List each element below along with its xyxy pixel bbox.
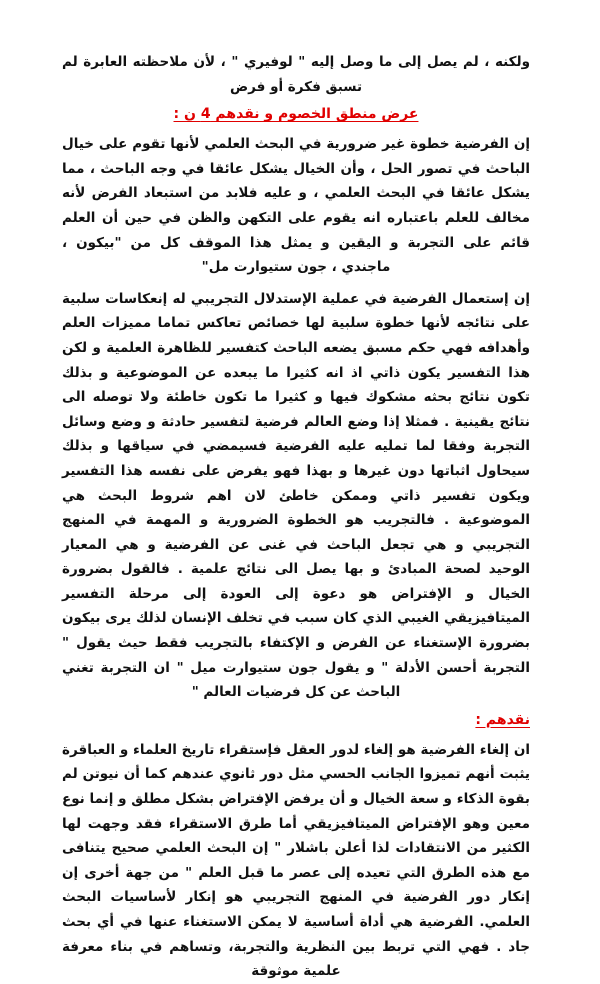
paragraph-1: إن الفرضية خطوة غير ضرورية في البحث العلمي لأنها تقوم على خيال الباحث في تصور الحل ، وأن الخيال يشكل عائقا في وجه الباحث ، مما يشكل عائقا في البحث العلمي ، و عليه فلابد من استبعاد الفرض لأنه مخالف للعلم باعتباره انه يقوم على التكهن والظن في حين أن العلم قائم على التجربة و اليقين و يمثل هذا الموقف كل من "بيكون ، ماجندي ، جون ستيوارت مل" — [62, 136, 530, 276]
critique-paragraph: ان إلغاء الفرضية هو إلغاء لدور العقل فإستقراء تاريخ العلماء و العباقرة يثبت أنهم تميزوا الجانب الحسي مثل دور ثانوي عندهم كما أن نيوتن لم بقوة الذكاء و سعة الخيال و أن يرفض الإفتراض بشكل مطلق و إنما نوع معين وهو الإفتراض الميتافيزيقي أما طرق الاستقراء فقد وجهت لها الكثير من الانتقادات لذا أعلن باشلار " إن البحث العلمي صحيح يتنافى مع هذه الطرق التي تعيده إلى عصر ما قبل العلم " من جهة أخرى إن إنكار دور الفرضية في المنهج التجريبي هو إنكار لأساسيات البحث العلمي. الفرضية هي أداة أساسية لا يمكن الاستغناء عنها في أي بحث جاد . فهي التي تربط بين النظرية والتجربة، وتساهم في بناء معرفة علمية موثوقة — [62, 741, 530, 980]
section-heading — [62, 102, 530, 126]
critique-heading — [62, 708, 530, 732]
critique-heading-text: نقدهم : — [475, 711, 530, 728]
section-heading-text: عرض منطق الخصوم و نقدهم 4 ن : — [173, 106, 419, 123]
intro-paragraph: ولكنه ، لم يصل إلى ما وصل إليه " لوفيري " ، لأن ملاحظته العابرة لم تسبق فكرة أو فرض — [62, 54, 530, 95]
paragraph-2: إن إستعمال الفرضية في عملية الإستدلال التجريبي له إنعكاسات سلبية على نتائجه لأنها خطوة سلبية لها خصائص تعاكس تماما مميزات العلم وأهدافه فهي حكم مسبق يضعه الباحث كتفسير للظاهرة العلمية و لكن هذا التفسير يكون ذاتي اذ انه كثيرا ما يبعده عن الموضوعية و بذلك تكون نتائج بحثه مشكوك فيها و كثيرا ما تكون خاطئة ولا توصله الى نتائج يقينية . فمثلا إذا وضع العالم فرضية لتفسير حادثة و وضع وسائل التجربة وفقا لما تمليه عليه الفرضية فسيمضي في سياقها و بذلك سيحاول اثباتها دون غيرها و بهذا فهو يفرض على نفسه هذا التفسير ويكون تفسير ذاتي وممكن خاطئ لان اهم شروط البحث هي الموضوعية . فالتجريب هو الخطوة الضرورية و المهمة في المنهج التجريبي و هي تجعل الباحث في غنى عن الفرضية و هي المعيار الوحيد لصحة المبادئ و بها يصل الى نتائج علمية . فالقول بضرورة الخيال و الإفتراض هو دعوة إلى العودة إلى مرحلة التفسير الميتافيزيقي الغيبي الذي كان سبب في تخلف الإنسان لذلك يرى بيكون بضرورة الإستغناء عن الفرض و الإكتفاء بالتجريب فقط حيث يقول " التجربة أحسن الأدلة " و يقول جون ستيوارت ميل " ان التجربة تغني الباحث عن كل فرضيات العالم " — [62, 290, 530, 701]
